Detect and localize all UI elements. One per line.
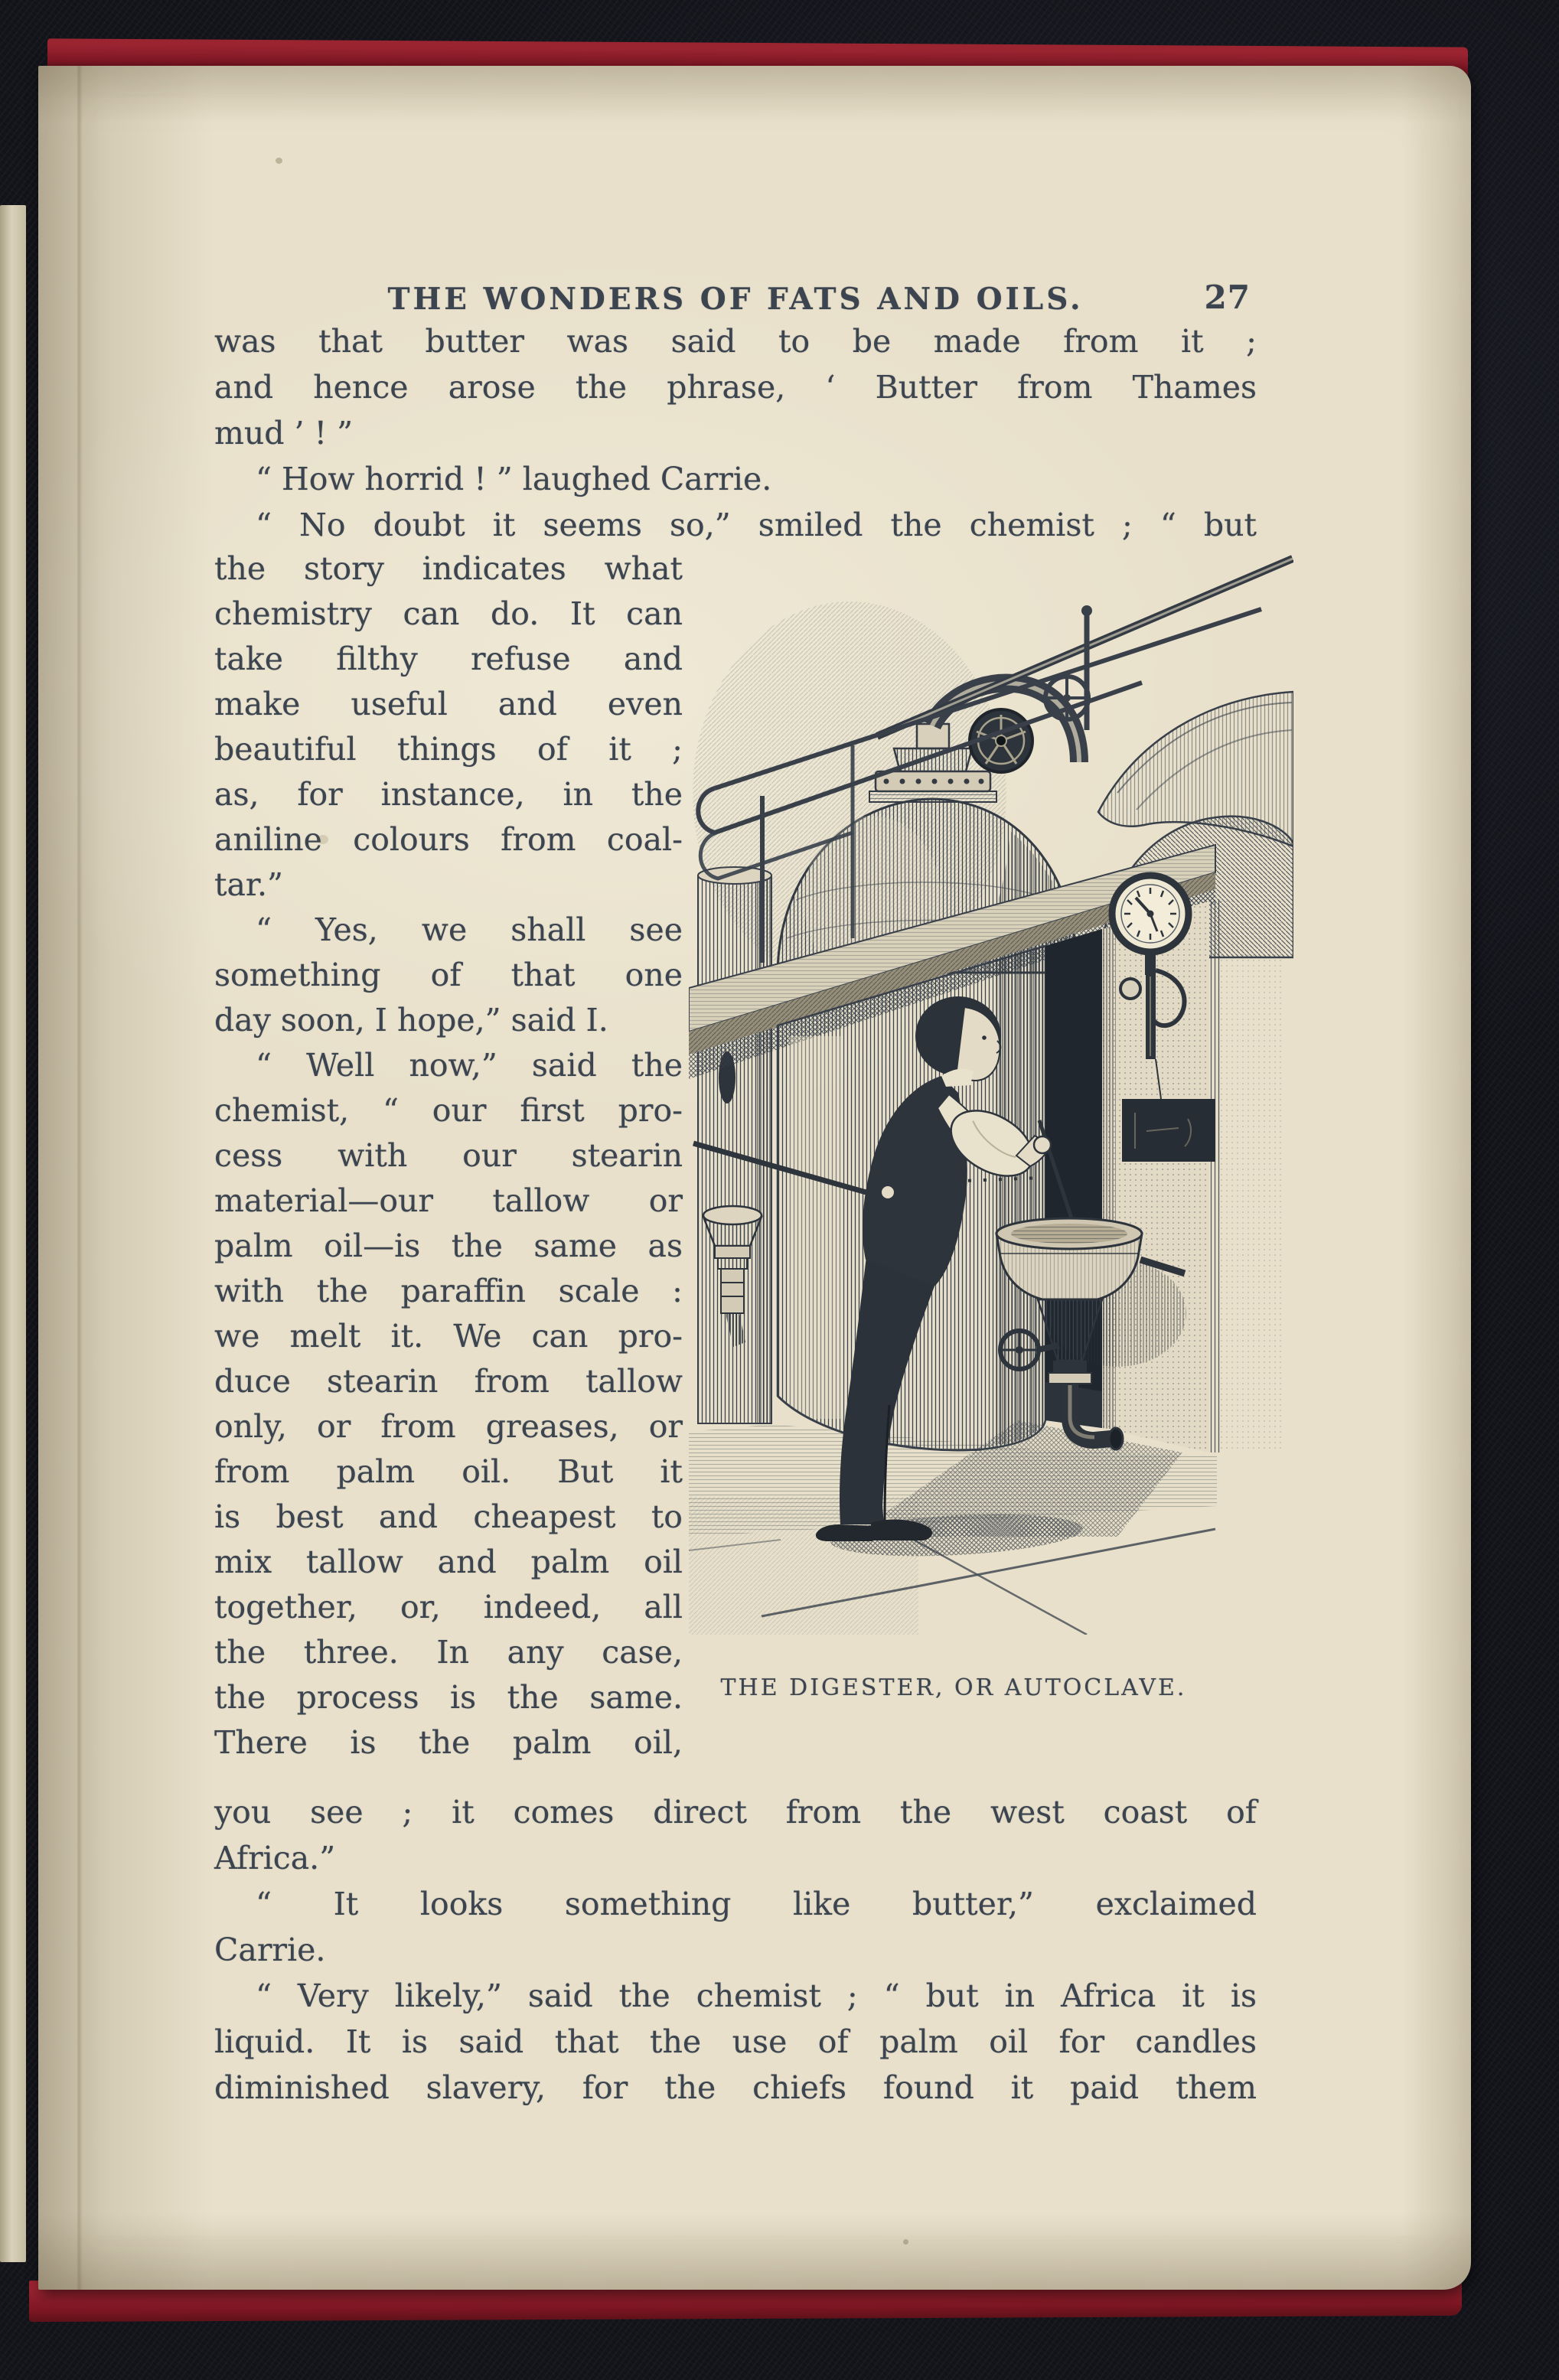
text-line: is best and cheapest to — [214, 1498, 683, 1535]
text-line: tar.” — [214, 866, 284, 903]
text-line: “ No doubt it seems so,” smiled the chemist ; “ but — [256, 507, 1257, 543]
text-column-left — [214, 546, 683, 1765]
text-line: duce stearin from tallow — [214, 1363, 683, 1400]
text-line: material—our tallow or — [214, 1182, 683, 1219]
text-line: aniline colours from coal- — [214, 821, 683, 858]
text-line: palm oil—is the same as — [214, 1227, 683, 1264]
text-line: “ Well now,” said the — [256, 1047, 683, 1084]
text-line: chemistry can do. It can — [214, 595, 683, 632]
text-line: “ Yes, we shall see — [256, 911, 683, 948]
text-line: as, for instance, in the — [214, 776, 683, 813]
paragraph-top — [214, 318, 1257, 548]
text-line: only, or from greases, or — [214, 1408, 683, 1445]
text-line: make useful and even — [214, 686, 683, 722]
text-line: the story indicates what — [214, 550, 683, 587]
text-line: liquid. It is said that the use of palm oil for candles — [214, 2023, 1257, 2060]
text-line: we melt it. We can pro- — [214, 1318, 683, 1355]
wall-plaque — [1122, 1099, 1215, 1162]
text-line: was that butter was said to be made from it ; — [214, 323, 1257, 360]
paragraph-bottom — [214, 1789, 1257, 2111]
text-line: “ Very likely,” said the chemist ; “ but in Africa it is — [256, 1977, 1257, 2014]
text-line: Carrie. — [214, 1932, 326, 1968]
text-line: something of that one — [214, 957, 683, 993]
text-line: cess with our stearin — [214, 1137, 683, 1174]
page-number: 27 — [1204, 279, 1251, 316]
text-line: the three. In any case, — [214, 1634, 683, 1671]
text-line: day soon, I hope,” said I. — [214, 1002, 608, 1038]
text-line: “ It looks something like butter,” exclaimed — [256, 1886, 1257, 1922]
text-line: you see ; it comes direct from the west coast of — [214, 1794, 1257, 1831]
text-line: the process is the same. — [214, 1679, 683, 1716]
text-line: diminished slavery, for the chiefs found it paid them — [214, 2069, 1257, 2106]
text-line: beautiful things of it ; — [214, 731, 683, 768]
text-line: mix tallow and palm oil — [214, 1544, 683, 1580]
text-line: There is the palm oil, — [214, 1724, 683, 1761]
illustration-caption: THE DIGESTER, OR AUTOCLAVE. — [720, 1674, 1187, 1701]
running-title: THE WONDERS OF FATS AND OILS. — [387, 282, 1084, 317]
text-line: mud ’ ! ” — [214, 415, 354, 452]
text-line: from palm oil. But it — [214, 1453, 683, 1490]
text-line: chemist, “ our first pro- — [214, 1092, 683, 1129]
text-line: with the paraffin scale : — [214, 1273, 683, 1309]
text-line: take filthy refuse and — [214, 641, 683, 677]
text-line: together, or, indeed, all — [214, 1589, 683, 1625]
text-line: and hence arose the phrase, ‘ Butter from Thames — [214, 369, 1257, 406]
book-page — [38, 66, 1471, 2290]
digester-engraving — [689, 540, 1293, 1635]
text-line: “ How horrid ! ” laughed Carrie. — [256, 461, 772, 497]
fore-edge-pages — [0, 205, 26, 2262]
text-line: Africa.” — [214, 1840, 336, 1876]
